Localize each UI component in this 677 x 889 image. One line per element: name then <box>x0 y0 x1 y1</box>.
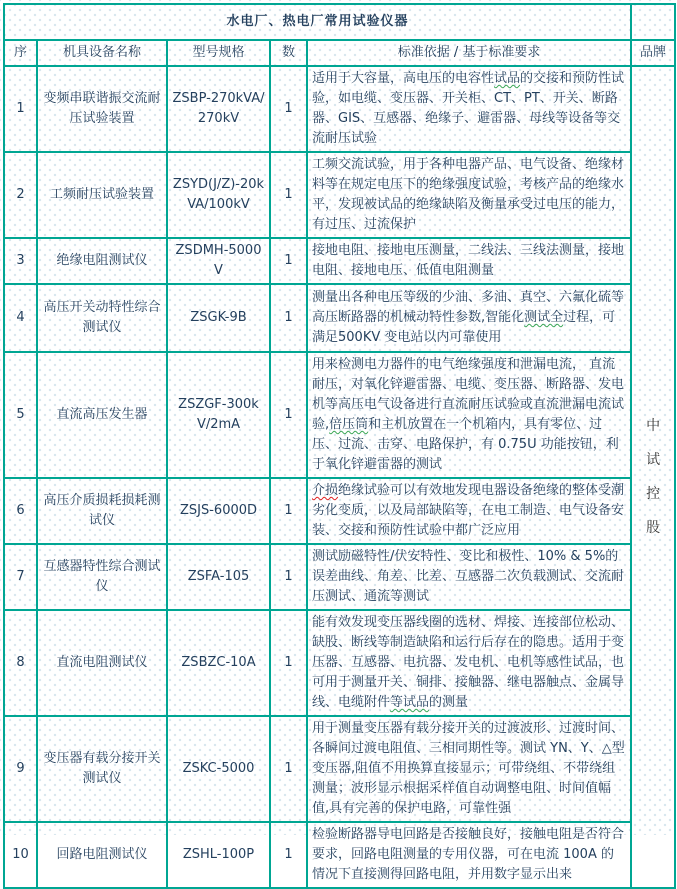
desc-text: 检验断路器导电回路是否接触良好，接触电阻是否符合要求，回路电阻测量的专用仪器，可在电流 100A 的情况下直接测得回路电阻，并用数字显示出来 <box>312 827 625 882</box>
page-title: 水电厂、热电厂常用试验仪器 <box>4 4 631 40</box>
cell-qty: 1 <box>270 152 307 238</box>
desc-text: 能有效发现变压器线圈的选材、焊接、连接部位松动、缺股、断线等制造缺陷和运行后存在的隐患。适用于变压器、互感器、电抗器、发电机、电机等感性试品，也可用于测量开关、铜排、接触器、继电器触点、金属导线、电缆附件 <box>312 615 625 710</box>
cell-no: 8 <box>4 610 37 716</box>
table-row <box>4 610 675 716</box>
cell-name: 变压器有载分接开关测试仪 <box>37 716 167 822</box>
cell-qty: 1 <box>270 610 307 716</box>
cell-qty: 1 <box>270 716 307 822</box>
cell-standard-desc <box>307 352 631 478</box>
desc-text: 适用于大容量，高电压的电容性 <box>312 71 495 86</box>
desc-text: 工频交流试验，用于各种电器产品、电气设备、绝缘材料等在规定电压下的绝缘强度试验，考核产品的绝缘水平，发现被试品的绝缘缺陷及衡量承受过电压的能力，有过压、过流保护 <box>312 157 625 232</box>
table-row <box>4 238 675 284</box>
cell-no: 3 <box>4 238 37 284</box>
table-body <box>4 4 675 888</box>
cell-qty: 1 <box>270 478 307 544</box>
cell-qty: 1 <box>270 352 307 478</box>
cell-model: ZSJS-6000D <box>167 478 270 544</box>
cell-model: ZSKC-5000 <box>167 716 270 822</box>
spellcheck-marked-text: 测试全 <box>524 310 564 325</box>
cell-no: 1 <box>4 66 37 152</box>
spellcheck-marked-text: 倍压筒 <box>329 417 369 432</box>
table-row <box>4 544 675 610</box>
brand-vertical-text <box>631 66 675 888</box>
cell-model: ZSGK-9B <box>167 284 270 352</box>
cell-model: ZSBZC-10A <box>167 610 270 716</box>
cell-standard-desc <box>307 152 631 238</box>
col-header-standard: 标准依据 / 基于标准要求 <box>307 40 631 66</box>
table-row <box>4 822 675 888</box>
col-header-qty: 数 <box>270 40 307 66</box>
cell-no: 2 <box>4 152 37 238</box>
cell-qty: 1 <box>270 66 307 152</box>
cell-standard-desc <box>307 716 631 822</box>
cell-name: 直流高压发生器 <box>37 352 167 478</box>
cell-qty: 1 <box>270 822 307 888</box>
cell-standard-desc <box>307 822 631 888</box>
cell-standard-desc <box>307 284 631 352</box>
cell-model: ZSBP-270kVA/270kV <box>167 66 270 152</box>
table-row <box>4 716 675 822</box>
desc-text: 用来检测电力器件的电气绝缘强度和泄漏电流， 直流耐压，对氧化锌避雷器、电缆、变压器、断路器、发电机等高压电气设备进行直流耐压试验或直流泄漏电流试验, <box>312 357 625 432</box>
cell-model: ZSFA-105 <box>167 544 270 610</box>
cell-name: 互感器特性综合测试仪 <box>37 544 167 610</box>
cell-qty: 1 <box>270 238 307 284</box>
brand-char: 股 <box>646 520 661 536</box>
brand-column-title-spacer <box>631 4 675 40</box>
cell-name: 高压介质损耗损耗测试仪 <box>37 478 167 544</box>
cell-model: ZSYD(J/Z)-20kVA/100kV <box>167 152 270 238</box>
table-row <box>4 66 675 152</box>
desc-text: 的测量 <box>429 695 469 710</box>
cell-name: 回路电阻测试仪 <box>37 822 167 888</box>
cell-name: 直流电阻测试仪 <box>37 610 167 716</box>
spellcheck-marked-text: 介损 <box>312 483 339 498</box>
brand-char: 中 <box>646 418 661 434</box>
cell-model: ZSDMH-5000V <box>167 238 270 284</box>
table-row <box>4 284 675 352</box>
cell-qty: 1 <box>270 284 307 352</box>
cell-standard-desc <box>307 544 631 610</box>
cell-no: 5 <box>4 352 37 478</box>
cell-name: 工频耐压试验装置 <box>37 152 167 238</box>
table-row <box>4 352 675 478</box>
desc-text: 过程，可满足500KV 变电站以内可靠使用 <box>312 310 616 345</box>
cell-qty: 1 <box>270 544 307 610</box>
spellcheck-marked-text: 等试品 <box>390 695 430 710</box>
cell-name: 高压开关动特性综合测试仪 <box>37 284 167 352</box>
col-header-brand: 品牌 <box>631 40 675 66</box>
cell-name: 变频串联谐振交流耐压试验装置 <box>37 66 167 152</box>
desc-text: 绝缘试验可以有效地发现电器设备绝缘的整体受潮劣化变质，以及局部缺陷等，在电工制造、电气设备安装、交接和预防性试验中都广泛应用 <box>312 483 625 538</box>
cell-no: 9 <box>4 716 37 822</box>
cell-no: 6 <box>4 478 37 544</box>
brand-char: 控 <box>646 486 661 502</box>
cell-standard-desc <box>307 238 631 284</box>
cell-no: 10 <box>4 822 37 888</box>
desc-text: 测试励磁特性/伏安特性、变比和极性、10% & 5%的误差曲线、角差、比差、互感器二次负载测试、交流耐压测试、通流等测试 <box>312 549 625 604</box>
cell-model: ZSZGF-300kV/2mA <box>167 352 270 478</box>
cell-standard-desc <box>307 478 631 544</box>
spellcheck-marked-text: 试品 <box>494 71 521 86</box>
col-header-no: 序 <box>4 40 37 66</box>
desc-text: 接地电阻、接地电压测量，二线法、三线法测量，接地电阻、接地电压、低值电阻测量 <box>312 243 625 278</box>
cell-no: 4 <box>4 284 37 352</box>
desc-text: 测量出各种电压等级的少油、多油、真空、六氟化硫等高压断路器的机械动特性参数,智能化 <box>312 290 625 325</box>
cell-standard-desc <box>307 610 631 716</box>
col-header-model: 型号规格 <box>167 40 270 66</box>
table-row <box>4 478 675 544</box>
desc-text: 用于测量变压器有载分接开关的过渡波形、过渡时间、各瞬间过渡电阻值、三相同期性等。测试 YN、Y、△型变压器,阻值不用换算直接显示；可带绕组、不带绕组测量；波形显示根据采样值自动调整电阻、时间值幅值,具有完善的保护电路，可靠性强 <box>312 721 625 816</box>
cell-no: 7 <box>4 544 37 610</box>
equipment-table <box>3 3 676 889</box>
header-row <box>4 40 675 66</box>
title-row <box>4 4 675 40</box>
cell-standard-desc <box>307 66 631 152</box>
table-row <box>4 152 675 238</box>
brand-char: 试 <box>646 452 661 468</box>
cell-name: 绝缘电阻测试仪 <box>37 238 167 284</box>
cell-model: ZSHL-100P <box>167 822 270 888</box>
desc-text: 的交接和预防性试验，如电缆、变压器、开关柜、CT、PT、开关、断路器、GIS、互感器、绝缘子、避雷器、母线等设备等交流耐压试验 <box>312 71 625 146</box>
desc-text: 和主机放置在一个机箱内，具有零位、过压、过流、击穿、电路保护，有 0.75U 功能按钮，利于氧化锌避雷器的测试 <box>312 417 619 472</box>
col-header-name: 机具设备名称 <box>37 40 167 66</box>
